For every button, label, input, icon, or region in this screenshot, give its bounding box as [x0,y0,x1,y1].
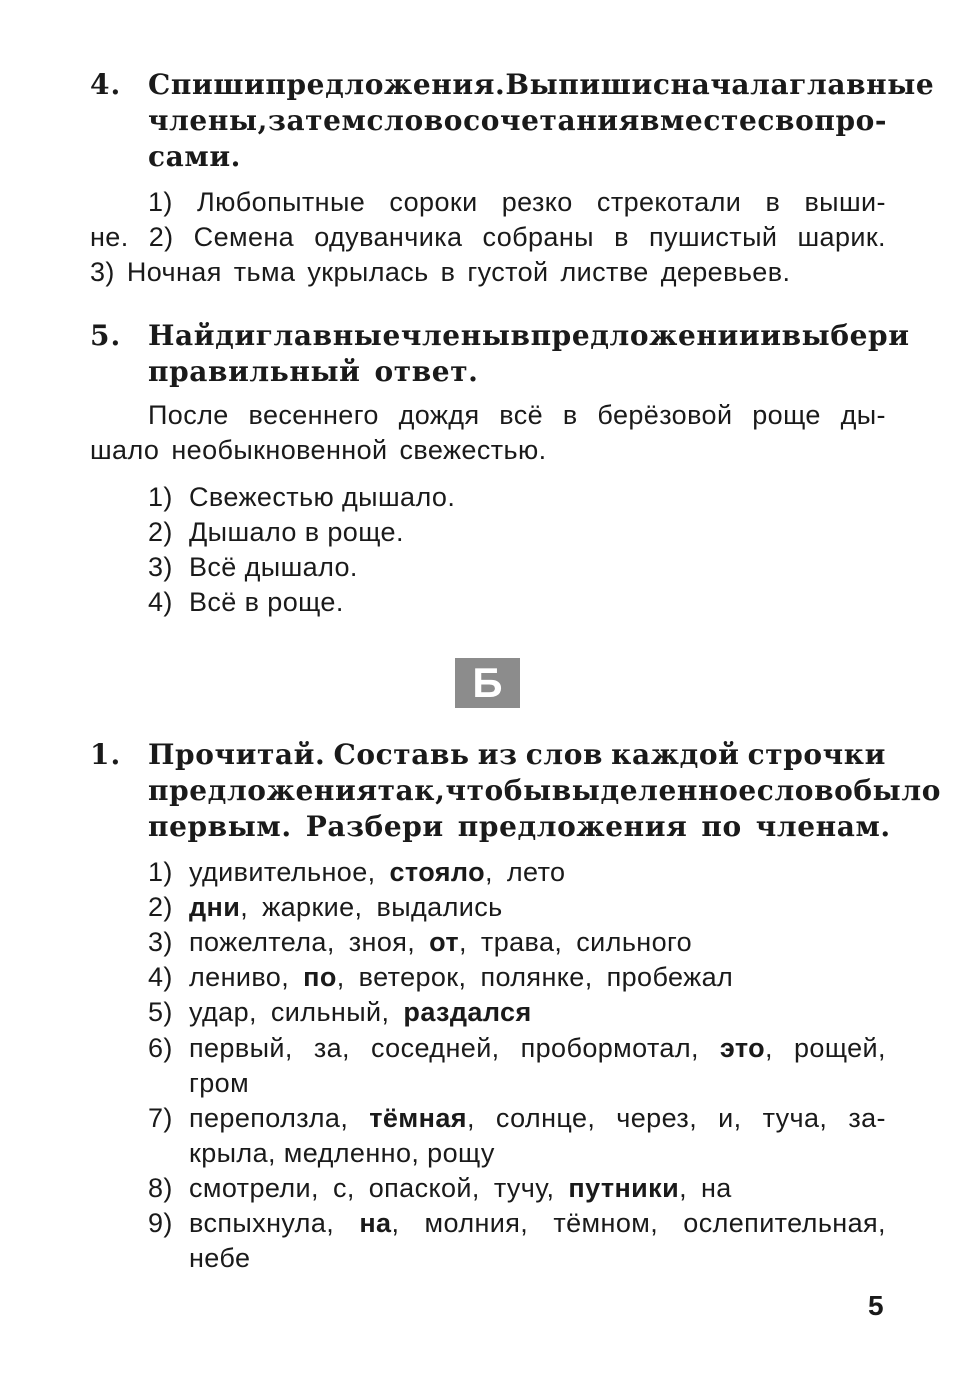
word-list-item-continuation [148,1243,886,1274]
word: укрылась [307,257,429,287]
option-text: Свежестью дышало. [189,482,456,512]
task-b1-number: 1. [90,738,122,771]
word: каждой [611,738,740,771]
word: словосочетания [366,104,640,137]
task-4-instruction-line [148,104,886,137]
word: с, [332,1173,355,1203]
word: не. [90,222,129,252]
word: деревьев. [660,257,791,287]
word: пробормотал, [520,1033,699,1063]
word-list-item [148,857,886,888]
item-number: 4) [148,962,173,992]
word: в [765,187,781,217]
item-number: 5) [148,997,173,1027]
word: выдались [376,892,503,922]
word: лениво, [189,962,290,992]
highlighted-word: это [719,1033,766,1063]
word: так, [377,774,446,807]
word: первый, [189,1033,293,1063]
word: выши- [804,187,886,217]
word: по [701,810,742,843]
word: сороки [389,187,478,217]
word: 2) [148,222,174,252]
task-4-instruction-line [148,68,935,101]
task-5-sentence-line [148,400,886,431]
item-words [189,1103,886,1134]
word: солнце, [495,1103,596,1133]
word: с [757,104,776,137]
word: сами. [148,140,242,173]
word: через, [616,1103,698,1133]
word: Любопытные [197,187,366,217]
word: из [477,738,518,771]
word: берёзовой [597,400,733,430]
option-number: 2) [148,517,173,547]
word: роще [752,400,821,430]
word: всё [499,400,544,430]
word: вспыхнула, [189,1208,335,1238]
word: После [148,400,229,430]
word: и, [718,1103,742,1133]
word: Семена [193,222,295,252]
option-text: Дышало в роще. [189,517,404,547]
word: стояло, [389,857,493,887]
word: Выпиши [505,68,653,101]
word: тьма [233,257,296,287]
highlighted-word: от [429,927,460,957]
answer-option [148,482,455,513]
item-number: 7) [148,1103,173,1133]
word: полянке, [480,962,593,992]
word-list-item [148,997,886,1028]
word: 1) [148,187,173,217]
word-list-item [148,927,886,958]
word: шало [90,435,160,465]
continuation-text: небе [189,1243,251,1273]
word: сильный, [270,997,390,1027]
item-number: 3) [148,927,173,957]
word: на, [359,1208,400,1238]
word: ды- [840,400,886,430]
word: в [614,222,629,252]
word: от, [429,927,467,957]
word: трава, [480,927,563,957]
word: предложения [457,810,688,843]
word-list-item [148,892,886,923]
highlighted-word: раздался [403,997,532,1027]
page-number: 5 [868,1290,884,1321]
word: удар, [189,997,257,1027]
word: Разбери [305,810,444,843]
word: Найди [148,319,256,352]
word: Прочитай. [148,738,326,771]
word: тёмная, [369,1103,475,1133]
word: и [760,319,782,352]
word: в [562,400,578,430]
word: чтобы [445,774,552,807]
indent [148,1138,189,1169]
highlighted-word: путники [568,1173,680,1203]
highlighted-word: на [359,1208,392,1238]
word: шарик. [797,222,886,252]
word: резко [501,187,573,217]
word: дни, [189,892,249,922]
answer-option [148,552,358,583]
highlighted-word: дни [189,892,241,922]
word: туча, [762,1103,828,1133]
word-list-item-continuation [148,1068,886,1099]
word: выбери [781,319,910,352]
word: сильного [576,927,693,957]
word: удивительное, [189,857,376,887]
word: это, [719,1033,773,1063]
word: стрекотали [596,187,742,217]
option-number: 3) [148,552,173,582]
word: вместе [639,104,758,137]
indent [148,1243,189,1274]
word: переползла, [189,1103,349,1133]
word: весеннего [248,400,379,430]
word: 3) [90,257,115,287]
option-number: 4) [148,587,173,617]
highlighted-word: тёмная [369,1103,467,1133]
word: за, [313,1033,350,1063]
word: первым. [148,810,292,843]
word: рощей, [793,1033,886,1063]
item-words [189,962,886,993]
word-list-item [148,1033,886,1064]
continuation-text: гром [189,1068,250,1098]
task-5-number: 5. [90,319,122,352]
word: тёмном, [553,1208,659,1238]
word: главные [789,68,935,101]
item-words [189,892,886,923]
word: ветерок, [358,962,467,992]
word: молния, [424,1208,529,1238]
indent [148,1068,189,1099]
word: собраны [482,222,594,252]
answer-option [148,517,404,548]
item-words [189,857,886,888]
word: путники, [568,1173,687,1203]
task-b1-instruction-line [148,810,891,843]
word: члены [400,319,511,352]
word: строчки [747,738,886,771]
word: члены, [148,104,268,137]
word: свежестью. [399,435,547,465]
word [403,997,531,1028]
word: Спиши [148,68,266,101]
task-4-sentence-line [148,187,886,218]
word-list-item [148,1103,886,1134]
word-list-item-continuation [148,1138,886,1169]
task-5-instruction-line [148,355,886,388]
word: было [853,774,941,807]
word: за- [848,1103,886,1133]
item-words [189,1173,886,1204]
word: в [510,319,531,352]
word: правильный [148,355,361,388]
word: одуванчика [314,222,463,252]
word: выделенное [551,774,757,807]
word: вопро- [775,104,888,137]
word: предложения [148,774,378,807]
word: жаркие, [262,892,363,922]
answer-option [148,587,344,618]
word: смотрели, [189,1173,319,1203]
highlighted-word: стояло [389,857,485,887]
item-number: 1) [148,857,173,887]
task-4-instruction-line [148,140,886,173]
item-words [189,927,886,958]
option-number: 1) [148,482,173,512]
task-b1-instruction-line [148,774,941,807]
task-5-sentence-line [90,435,547,466]
word: тучу, [493,1173,555,1203]
word: в [440,257,456,287]
word: опаской, [368,1173,480,1203]
word: затем [267,104,367,137]
word: Ночная [126,257,222,287]
word: лето [506,857,566,887]
item-number: 9) [148,1208,173,1238]
word: предложения. [265,68,506,101]
item-number: 6) [148,1033,173,1063]
item-words [189,997,886,1028]
word: на [700,1173,732,1203]
word: по, [303,962,345,992]
word: ответ. [374,355,479,388]
word: главные [255,319,401,352]
task-4-number: 4. [90,68,122,101]
item-words [189,1033,886,1064]
option-text: Всё дышало. [189,552,358,582]
word: дождя [398,400,480,430]
word: соседней, [370,1033,500,1063]
highlighted-word: по [303,962,337,992]
word-list-item [148,1208,886,1239]
word: сначала [652,68,790,101]
word: пробежал [606,962,734,992]
section-b-badge: Б [455,658,520,708]
task-5-instruction-line [148,319,910,352]
word: необыкновенной [171,435,388,465]
word: зноя, [348,927,416,957]
item-number: 2) [148,892,173,922]
task-b1-instruction-line [148,738,886,771]
word-list-item [148,962,886,993]
word: слово [756,774,854,807]
word: пушистый [648,222,778,252]
word: густой [467,257,549,287]
word: Составь [333,738,470,771]
item-number: 8) [148,1173,173,1203]
word: членам. [755,810,891,843]
word: пожелтела, [189,927,335,957]
option-text: Всё в роще. [189,587,344,617]
word: предложении [530,319,761,352]
task-4-sentence-line [90,257,790,288]
word: ослепительная, [683,1208,886,1238]
continuation-text: крыла, медленно, рощу [189,1138,495,1168]
item-words [189,1208,886,1239]
word-list-item [148,1173,886,1204]
word: листве [560,257,649,287]
task-4-sentence-line [90,222,886,253]
word: слов [525,738,604,771]
